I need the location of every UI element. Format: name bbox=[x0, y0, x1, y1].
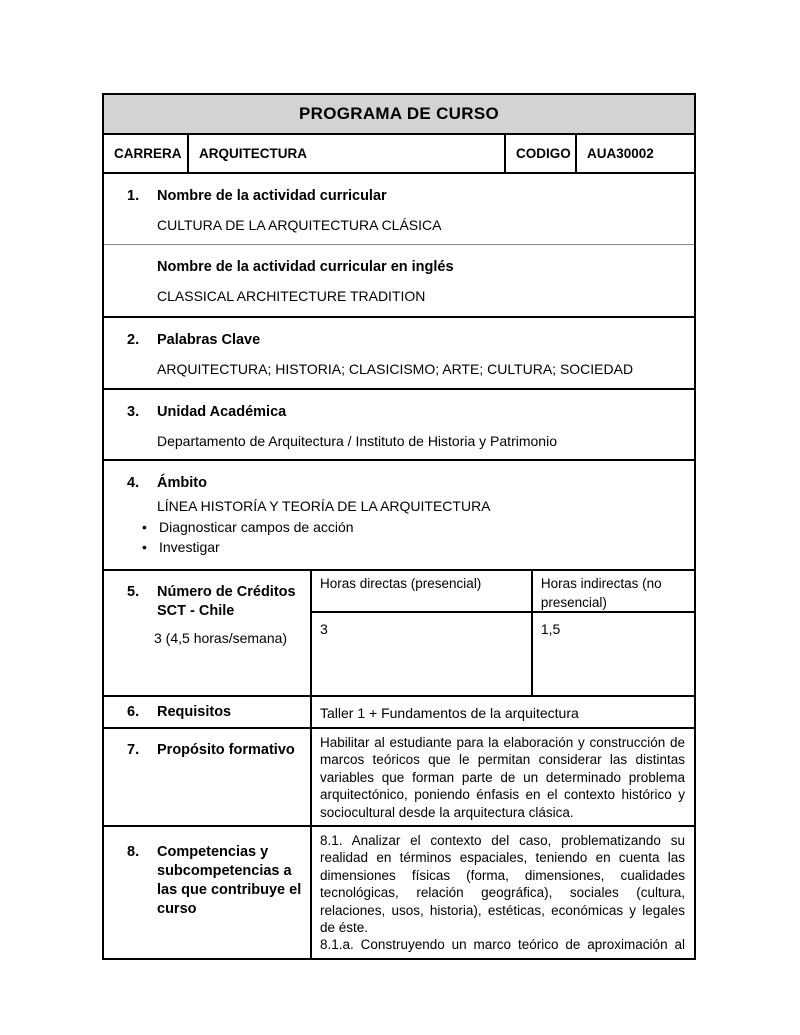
section-4-line: LÍNEA HISTORÍA Y TEORÍA DE LA ARQUITECTURA bbox=[157, 498, 491, 514]
section-1-title: Nombre de la actividad curricular bbox=[157, 188, 387, 204]
section-7-number: 7. bbox=[127, 742, 140, 758]
section-4-ambito bbox=[104, 459, 694, 569]
carrera-label: CARRERA bbox=[114, 146, 182, 161]
section-5-title: Número de Créditos SCT - Chile bbox=[157, 584, 296, 619]
section-6-right-cell bbox=[310, 697, 694, 727]
page-title: PROGRAMA DE CURSO bbox=[299, 104, 499, 123]
section-5-creditos bbox=[104, 569, 694, 695]
section-4-bullet-list bbox=[104, 517, 684, 557]
section-6-requisitos bbox=[104, 695, 694, 727]
horas-indirectas-header: Horas indirectas (no presencial) bbox=[533, 571, 694, 613]
section-7-left-cell bbox=[104, 729, 310, 825]
codigo-label: CODIGO bbox=[504, 135, 575, 172]
section-3-heading bbox=[104, 403, 684, 422]
section-7-content: Habilitar al estudiante para la elaboración y construcción de marcos teóricos que le permitan considerar las distintas variables que forman parte de un determinado problema arquitectónico, poniendo énfasis en el contexto histórico y sociocultural desde la arquitectura clásica. bbox=[320, 735, 685, 820]
section-6-number: 6. bbox=[127, 704, 140, 720]
section-2-heading bbox=[104, 331, 684, 350]
section-1-number: 1. bbox=[127, 188, 140, 204]
section-7-right-cell bbox=[310, 729, 694, 825]
section-1-english bbox=[104, 244, 694, 316]
section-2-content: ARQUITECTURA; HISTORIA; CLASICISMO; ARTE; CULTURA; SOCIEDAD bbox=[157, 361, 634, 377]
section-3-number: 3. bbox=[127, 404, 140, 420]
section-5-number: 5. bbox=[127, 584, 140, 600]
section-6-heading bbox=[104, 703, 310, 722]
section-1-nombre bbox=[104, 172, 694, 244]
section-7-proposito bbox=[104, 727, 694, 825]
section-8-title: Competencias y subcompetencias a las que contribuye el curso bbox=[157, 844, 302, 918]
section-2-title: Palabras Clave bbox=[157, 332, 261, 348]
section-1-english-content: CLASSICAL ARCHITECTURE TRADITION bbox=[157, 288, 426, 304]
section-6-content: Taller 1 + Fundamentos de la arquitectura bbox=[320, 705, 579, 721]
section-3-unidad-academica bbox=[104, 388, 694, 459]
section-1-english-title: Nombre de la actividad curricular en inglés bbox=[157, 259, 454, 275]
bullet-icon bbox=[142, 517, 159, 537]
section-6-left-cell bbox=[104, 697, 310, 727]
section-8-content-1: 8.1. Analizar el contexto del caso, problematizando su realidad en términos espaciales, teniendo en cuenta las dimensiones físicas (forma, dimensiones, cualidades tecnológicas, relación geográfica), sociales (cultura, relaciones, usos, historia), estéticas, económicas y legales de éste. bbox=[320, 833, 685, 936]
horas-indirectas-value: 1,5 bbox=[540, 621, 561, 637]
carrera-codigo-row bbox=[104, 133, 694, 172]
list-item bbox=[142, 537, 684, 557]
section-5-subtitle: 3 (4,5 horas/semana) bbox=[154, 630, 288, 646]
codigo-value: AUA30002 bbox=[575, 135, 694, 172]
horas-directas-header: Horas directas (presencial) bbox=[312, 571, 531, 613]
bullet-text: Diagnosticar campos de acción bbox=[159, 519, 354, 535]
section-4-title: Ámbito bbox=[157, 475, 207, 491]
section-3-title: Unidad Académica bbox=[157, 404, 287, 420]
section-4-number: 4. bbox=[127, 475, 140, 491]
credits-subtable bbox=[310, 571, 694, 695]
section-3-content: Departamento de Arquitectura / Instituto de Historia y Patrimonio bbox=[157, 433, 557, 449]
horas-indirectas-column bbox=[531, 571, 694, 695]
course-program-table bbox=[102, 93, 696, 960]
section-5-left-cell bbox=[104, 571, 310, 695]
table-title-row bbox=[104, 95, 694, 133]
section-8-left-cell bbox=[104, 827, 310, 958]
carrera-value: ARQUITECTURA bbox=[187, 135, 504, 172]
section-8-competencias bbox=[104, 825, 694, 958]
section-4-heading bbox=[104, 474, 684, 493]
section-6-title: Requisitos bbox=[157, 704, 232, 720]
section-8-number: 8. bbox=[127, 844, 140, 861]
list-item bbox=[142, 517, 684, 537]
section-1-heading bbox=[104, 187, 684, 206]
section-8-right-cell bbox=[310, 827, 694, 958]
section-7-title: Propósito formativo bbox=[157, 742, 295, 758]
bullet-text: Investigar bbox=[159, 539, 220, 555]
section-7-heading bbox=[104, 741, 310, 760]
section-1-content: CULTURA DE LA ARQUITECTURA CLÁSICA bbox=[157, 217, 442, 233]
bullet-icon bbox=[142, 537, 159, 557]
section-2-number: 2. bbox=[127, 332, 140, 348]
section-8-heading bbox=[104, 843, 310, 919]
horas-directas-value: 3 bbox=[320, 621, 328, 637]
section-2-palabras-clave bbox=[104, 316, 694, 388]
horas-directas-column bbox=[312, 571, 531, 695]
section-5-heading bbox=[104, 583, 310, 621]
section-8-content-2: 8.1.a. Construyendo un marco teórico de aproximación al bbox=[320, 937, 685, 953]
